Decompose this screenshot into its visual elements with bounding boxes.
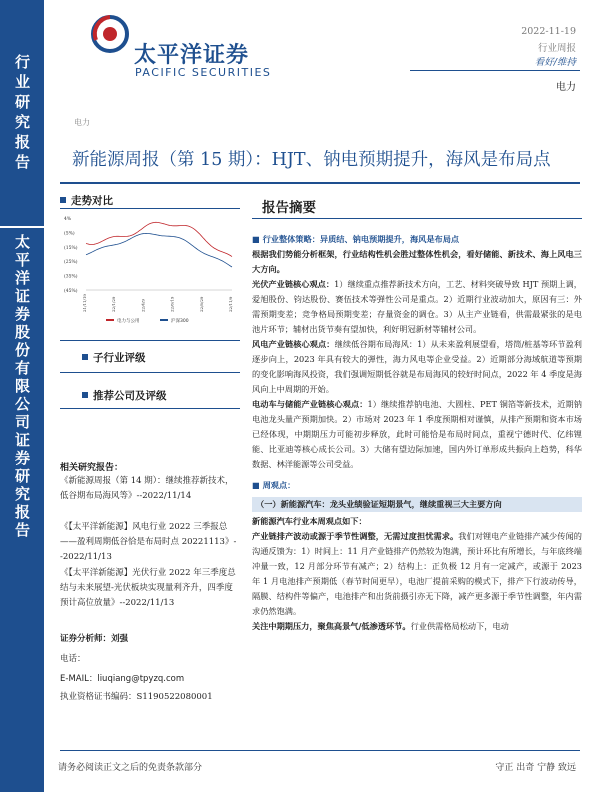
related-report: 《【太平洋新能源】风电行业 2022 三季报总——盈利周期低谷恰是布局时点 20221113》--2022/11/13 (60, 522, 237, 562)
analyst-email: E-MAIL：liuqiang@tpyzq.com (60, 674, 185, 684)
bullet-square-icon (82, 354, 88, 360)
legend-sector: 电力与公用 (117, 319, 140, 324)
x-tick-label: 21/11/19 (82, 294, 87, 312)
x-tick-label: 22/11/9 (228, 296, 233, 312)
analyst-license: 执业资格证书编码：S1190522080001 (60, 692, 213, 702)
sidebar-company-label: 太平洋证券股份有限公司证券研究报告 (13, 234, 31, 540)
related-report: 《【太平洋新能源】光伏行业 2022 年三季度总结与未来展望-光伏板块实现量利齐升，四季度预计高位放量》--2022/11/13 (60, 568, 236, 608)
sector-series-line (86, 222, 232, 256)
y-tick-label: (5%) (64, 231, 75, 237)
trend-heading: 走势对比 (60, 193, 113, 208)
pacific-securities-logo-icon (90, 14, 130, 54)
legend-swatch-sector (106, 319, 114, 321)
y-tick-label: 4% (64, 217, 72, 222)
sidebar-report-category: 行业研究报告 (13, 54, 31, 174)
y-tick-label: (15%) (64, 245, 78, 251)
abstract-heading: 报告摘要 (262, 200, 316, 216)
chart-x-ticks (82, 290, 233, 312)
disclaimer-note: 请务必阅读正文之后的免责条款部分 (58, 763, 203, 773)
y-tick-label: (35%) (64, 274, 78, 280)
brand-name-cn: 太平洋证券 (134, 43, 250, 68)
bullet-square-icon (60, 197, 66, 203)
pv-label: 光伏产业链核心观点： (252, 279, 335, 289)
strategy-summary: 根据我们势能分析框架，行业结构性机会胜过整体性机会，看好储能、新技术、海上风电三大方向。 (252, 249, 582, 274)
recommend-rule (60, 408, 240, 409)
trend-chart (62, 212, 238, 332)
report-date: 2022-11-19 (521, 26, 576, 37)
industry-rating: 看好/维持 (534, 57, 576, 68)
footer-rule (60, 750, 580, 751)
header-rule (410, 70, 580, 71)
y-tick-label: (45%) (64, 289, 78, 294)
brand-name-en: PACIFIC SECURITIES (135, 66, 272, 79)
weekly-view-heading: 周观点： (262, 480, 296, 490)
ev-storage-label: 电动车与储能产业链核心观点： (252, 399, 368, 409)
x-tick-label: 22/6/19 (169, 296, 175, 312)
wind-label: 风电产业链核心观点： (252, 339, 335, 349)
abstract-body (252, 232, 582, 634)
pv-body: 1）继续重点推荐新技术方向，工艺、材料突破导致 HJT 预期上调，爱旭股份、钧达股份、赛伍技术等弹性公司是重点。2）近期行业波动加大，原因有三：外需预期变差；竞争格局预期变差；存量资金的调仓。3）从主产业链看，供需最紧张的是电池片环节；辅材出货节奏有望加快，利好明冠新材等辅材公司。 (252, 279, 582, 334)
chain-label: 产业链排产波动或源于季节性调整，无需过度担忧需求。 (252, 531, 459, 541)
recommended-companies-heading: 推荐公司及评级 (82, 388, 167, 403)
wind-body: 继续低谷期布局海风：1）从未来盈利展望看，塔筒/桩基等环节盈利逐步向上，2023 年具有较大的弹性，海力风电等企业受益。2）近期部分海域航道等预期的变化影响海风投资，我们强调短期低谷就是布局海风的较好时间点，2022 年 4 季度是海风向上中周期的开始。 (252, 339, 582, 394)
bullet-square-icon (82, 392, 88, 398)
trend-rule (60, 208, 240, 209)
report-sector: 电力 (556, 82, 576, 93)
sub-rating-rule (60, 372, 240, 373)
chart-y-ticks (64, 216, 78, 294)
abstract-rule (252, 218, 582, 219)
focus-body: 行业供需格局松动下，电动 (410, 621, 509, 631)
title-rule (60, 182, 580, 184)
x-tick-label: 22/4/9 (140, 299, 146, 312)
company-motto: 守正 出奇 宁静 致远 (495, 763, 576, 773)
x-tick-label: 22/1/29 (111, 296, 117, 312)
related-reports-label: 相关研究报告： (60, 463, 124, 473)
analyst-phone: 电话： (60, 654, 86, 664)
sector-label: 电力 (74, 118, 90, 127)
legend-index: 沪深300 (171, 319, 189, 324)
y-tick-label: (25%) (64, 260, 78, 266)
legend-swatch-index (160, 319, 168, 321)
chart-bottom-rule (60, 340, 240, 341)
related-report: 《新能源周报（第 14 期）：继续推荐新技术，低谷期布局海风等》--2022/11/14 (60, 476, 234, 501)
report-type: 行业周报 (537, 43, 576, 54)
sidebar (0, 0, 44, 792)
x-tick-label: 22/8/29 (198, 296, 204, 312)
ev-storage-body: 1）继续推荐钠电池、大圆柱、PET 铜箔等新技术，近期钠电池龙头量产预期加快。2）市场对 2023 年 1 季度预期相对谨慎，从排产预期和资本市场已经体现，中期期压力可能初步释放，此时可能恰是布局时间点，重视宁德时代、亿纬锂能、比亚迪等核心成长公司。3）大储有望边际加速，国内外订单形成共振向上趋势，科华数据、林洋能源等公司受益。 (252, 399, 582, 469)
strategy-heading: 行业整体策略：异质结、钠电预期提升，海风是布局点 (262, 234, 460, 244)
report-title: 新能源周报（第 15 期）：HJT、钠电预期提升，海风是布局点 (72, 150, 551, 170)
focus-label: 关注中期期压力，聚焦高景气/低渗透环节。 (252, 621, 411, 631)
ev-section-heading: （一）新能源汽车：龙头业绩验证短期景气，继续重视三大主要方向 (252, 497, 582, 512)
bullet-square-icon: ■ (252, 234, 263, 244)
bullet-square-icon: ■ (252, 480, 263, 490)
sidebar-divider (0, 226, 44, 228)
analyst-name: 证券分析师：刘强 (60, 634, 129, 644)
chain-body: 我们对锂电产业链排产减少传闻的沟通反馈为：1）时间上：11 月产业链排产仍然较为饱满，预计环比有所增长，与年底终端冲量一致，12 月部分环节有减产；2）结构上：正负极 12 月有一定减产，或源于 2023 年 1 月电池排产预期低（春节时间更早），电池厂提前采购的模式下，排产下行波动传导，隔膜、结构件等偏产，电池排产和出货前摄引亦无下降，减产更多源于季节性调整，年内需求仍然饱满。 (252, 531, 582, 616)
ev-weekly-label: 新能源汽车行业本周观点如下： (252, 516, 367, 526)
sub-industry-rating-heading: 子行业评级 (82, 350, 146, 365)
